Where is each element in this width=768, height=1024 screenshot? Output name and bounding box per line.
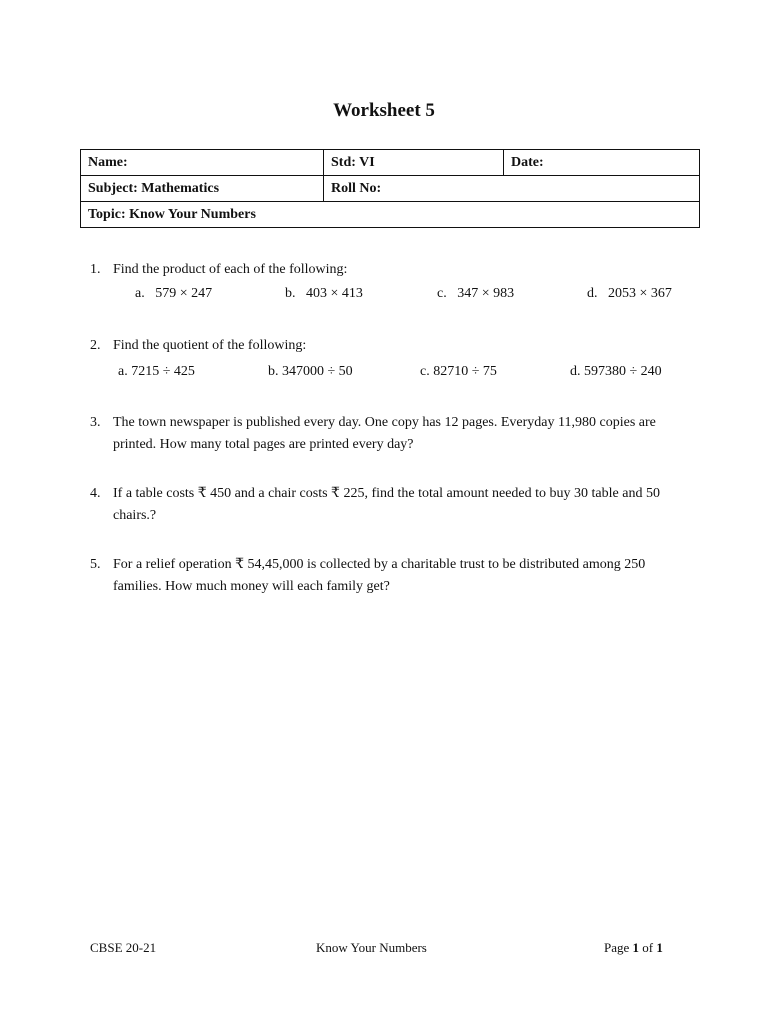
footer-page-number: Page 1 of 1 xyxy=(604,940,663,955)
student-info-table xyxy=(80,149,700,228)
roll-no-cell: Roll No: xyxy=(324,176,700,202)
option-c: c. 82710 ÷ 75 xyxy=(420,364,497,379)
option-a: a. 579 × 247 xyxy=(135,286,213,301)
question-4 xyxy=(90,483,690,527)
question-text: Find the quotient of the following: xyxy=(113,338,307,353)
worksheet-title: Worksheet 5 xyxy=(333,100,435,121)
option-b: b. 347000 ÷ 50 xyxy=(268,364,353,379)
option-c: c. 347 × 983 xyxy=(437,286,515,301)
footer-left: CBSE 20-21 xyxy=(90,940,157,955)
option-d: d. 597380 ÷ 240 xyxy=(570,364,662,379)
std-cell: Std: VI xyxy=(324,150,504,176)
question-2 xyxy=(90,335,690,379)
question-1 xyxy=(90,259,690,301)
question-text: The town newspaper is published every day. One copy has 12 pages. Everyday 11,980 copies are printed. How many total pages are printed every day? xyxy=(113,415,656,452)
question-number: 4. xyxy=(90,486,101,501)
question-number: 5. xyxy=(90,557,101,572)
question-3 xyxy=(90,412,690,456)
question-text: Find the product of each of the following: xyxy=(113,262,348,277)
option-b: b. 403 × 413 xyxy=(285,286,363,301)
option-a: a. 7215 ÷ 425 xyxy=(118,364,195,379)
question-number: 2. xyxy=(90,338,101,353)
option-d: d. 2053 × 367 xyxy=(587,286,672,301)
topic-cell: Topic: Know Your Numbers xyxy=(81,202,700,228)
question-text: If a table costs ₹ 450 and a chair costs ₹ 225, find the total amount needed to buy 30 table and 50 chairs.? xyxy=(113,486,660,523)
question-5 xyxy=(90,554,690,598)
subject-cell: Subject: Mathematics xyxy=(81,176,324,202)
question-number: 3. xyxy=(90,415,101,430)
footer-center: Know Your Numbers xyxy=(316,940,427,955)
question-text: For a relief operation ₹ 54,45,000 is collected by a charitable trust to be distributed among 250 families. How much money will each family get? xyxy=(113,557,646,594)
name-cell: Name: xyxy=(81,150,324,176)
question-number: 1. xyxy=(90,262,101,277)
date-cell: Date: xyxy=(504,150,700,176)
